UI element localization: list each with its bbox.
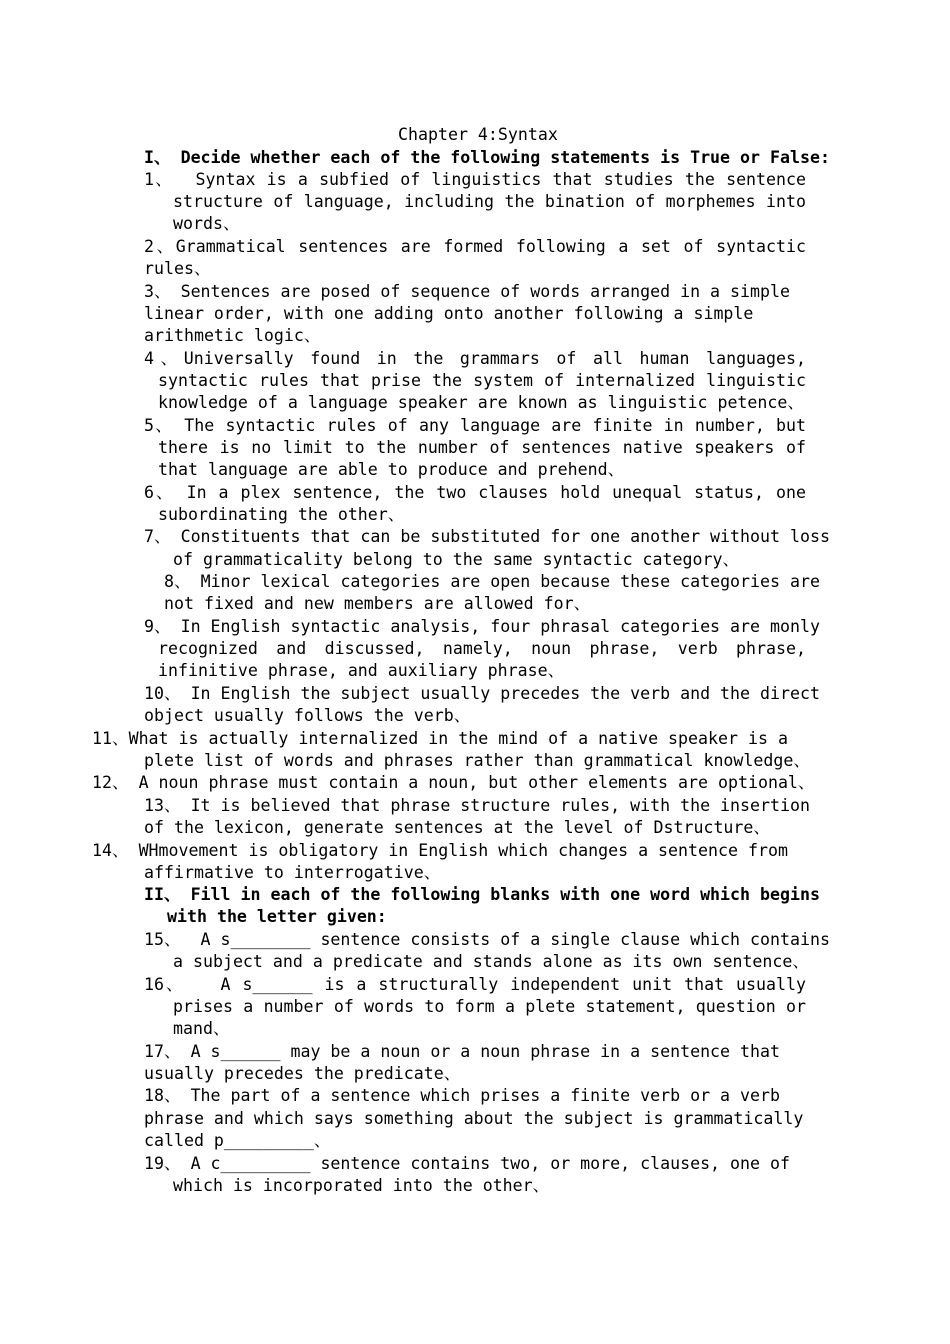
section1-heading: I、 Decide whether each of the following statements is True or False: xyxy=(144,148,830,167)
section2-heading-line: II、 Fill in each of the following blanks with one word which begins xyxy=(144,885,820,904)
question-line: a subject and a predicate and stands alone as its own sentence、 xyxy=(173,952,809,971)
question-line: subordinating the other、 xyxy=(158,505,405,524)
question-line: recognized and discussed, namely, noun phrase, verb phrase, xyxy=(158,639,806,658)
question-line: 13、 It is believed that phrase structure rules, with the insertion xyxy=(144,796,810,815)
question-line: prises a number of words to form a plete statement, question or xyxy=(173,997,806,1016)
question-line: 6、 In a plex sentence, the two clauses hold unequal status, one xyxy=(144,483,806,502)
question-line: knowledge of a language speaker are known as linguistic petence、 xyxy=(158,393,804,412)
question-line: 5、 The syntactic rules of any language are finite in number, but xyxy=(144,416,806,435)
question-line: 4、Universally found in the grammars of all human languages, xyxy=(144,349,806,368)
question-line: not fixed and new members are allowed for、 xyxy=(164,594,591,613)
question-line: phrase and which says something about the subject is grammatically xyxy=(144,1109,804,1128)
question-line: of the lexicon, generate sentences at the level of Dstructure、 xyxy=(144,818,771,837)
question-line: which is incorporated into the other、 xyxy=(173,1176,550,1195)
question-line: that language are able to produce and prehend、 xyxy=(158,460,625,479)
question-line: linear order, with one adding onto another following a simple xyxy=(144,304,754,323)
question-line: structure of language, including the bination of morphemes into xyxy=(173,192,806,211)
question-line: affirmative to interrogative、 xyxy=(144,863,441,882)
question-line: 18、 The part of a sentence which prises a finite verb or a verb xyxy=(144,1086,780,1105)
question-line: 7、 Constituents that can be substituted for one another without loss xyxy=(144,527,830,546)
question-line: words、 xyxy=(173,214,240,233)
question-line: 12、 A noun phrase must contain a noun, but other elements are optional、 xyxy=(92,773,815,792)
question-line: 1、 Syntax is a subfied of linguistics that studies the sentence xyxy=(144,170,806,189)
question-line: arithmetic logic、 xyxy=(144,326,321,345)
section2-heading-line: with the letter given: xyxy=(167,907,387,926)
question-line: there is no limit to the number of sentences native speakers of xyxy=(158,438,806,457)
question-line: called p_________、 xyxy=(144,1131,331,1150)
question-line: 14、 WHmovement is obligatory in English which changes a sentence from xyxy=(92,841,788,860)
question-line: object usually follows the verb、 xyxy=(144,706,471,725)
question-line: 17、 A s______ may be a noun or a noun phrase in a sentence that xyxy=(144,1042,780,1061)
question-line: plete list of words and phrases rather than grammatical knowledge、 xyxy=(144,751,810,770)
question-line: syntactic rules that prise the system of internalized linguistic xyxy=(158,371,806,390)
question-line: 16、 A s______ is a structurally independent unit that usually xyxy=(144,975,806,994)
question-line: 15、 A s________ sentence consists of a single clause which contains xyxy=(144,930,830,949)
question-line: 10、 In English the subject usually precedes the verb and the direct xyxy=(144,684,820,703)
question-line: 9、 In English syntactic analysis, four phrasal categories are monly xyxy=(144,617,820,636)
question-line: 8、 Minor lexical categories are open because these categories are xyxy=(164,572,820,591)
question-line: 2、Grammatical sentences are formed following a set of syntactic xyxy=(144,237,806,256)
question-line: 19、 A c_________ sentence contains two, or more, clauses, one of xyxy=(144,1154,790,1173)
question-line: of grammaticality belong to the same syntactic category、 xyxy=(173,550,740,569)
question-line: rules、 xyxy=(144,259,211,278)
question-line: 11、What is actually internalized in the mind of a native speaker is a xyxy=(92,729,788,748)
question-line: mand、 xyxy=(173,1019,230,1038)
question-line: infinitive phrase, and auxiliary phrase、 xyxy=(158,661,565,680)
question-line: usually precedes the predicate、 xyxy=(144,1064,461,1083)
question-line: 3、 Sentences are posed of sequence of words arranged in a simple xyxy=(144,282,790,301)
page-title: Chapter 4:Syntax xyxy=(398,125,558,144)
